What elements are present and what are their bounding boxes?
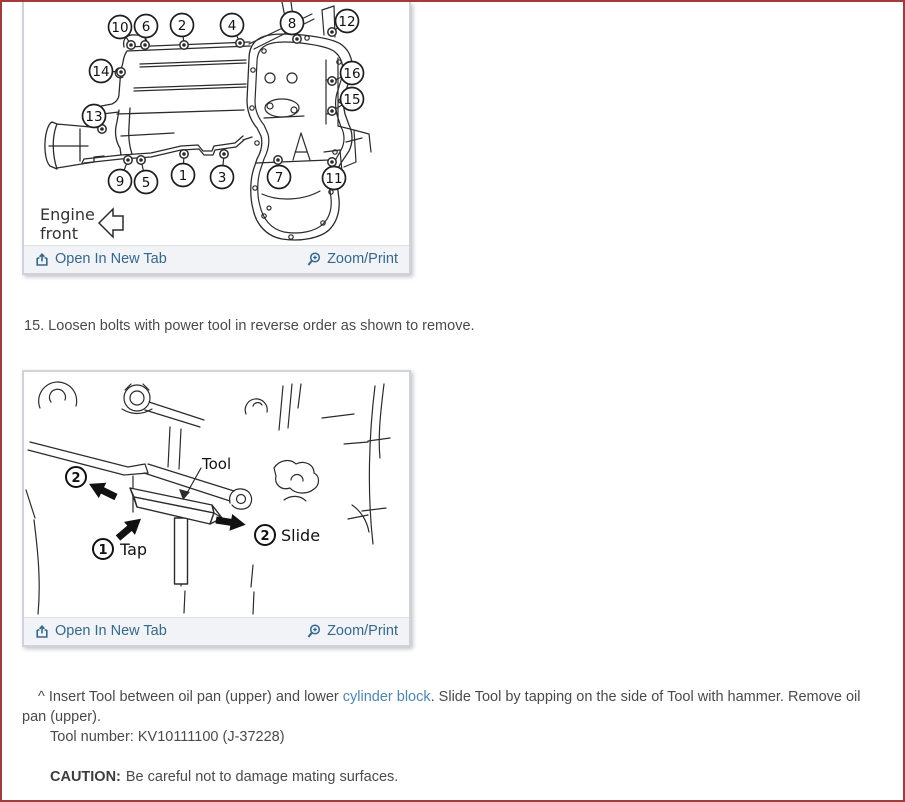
tool-insert-diagram [24, 372, 409, 617]
zoom-print-label: Zoom/Print [327, 251, 398, 268]
caution-label: CAUTION: [50, 769, 121, 785]
tool-label: Tool [202, 455, 232, 473]
open-in-new-tab-icon [35, 625, 49, 639]
open-in-new-tab-link[interactable] [35, 252, 167, 267]
caution-text: Be careful not to damage mating surfaces. [125, 769, 399, 785]
svg-text:8: 8 [287, 16, 297, 32]
engine-front-label-line2: front [40, 224, 79, 243]
figure-tool-method [22, 370, 411, 647]
magnifier-plus-icon [307, 624, 321, 639]
tap-label: Tap [120, 540, 148, 559]
svg-text:7: 7 [274, 170, 284, 186]
svg-text:9: 9 [115, 174, 125, 190]
note-suffix: . Slide Tool by tapping on the side of Tool with hammer. Remove oil pan (upper). [22, 689, 861, 725]
fig1-image [24, 2, 409, 245]
insert-tool-note [22, 687, 873, 727]
svg-text:12: 12 [338, 14, 356, 30]
engine-front-label-line1: Engine [40, 205, 95, 224]
svg-text:3: 3 [217, 170, 227, 186]
fig2-footer [24, 617, 409, 645]
note-prefix: ^ Insert Tool between oil pan (upper) and lower [38, 689, 343, 705]
svg-text:2: 2 [177, 18, 187, 34]
svg-text:15: 15 [343, 92, 361, 108]
svg-text:11: 11 [325, 171, 343, 187]
step-15-text: 15. Loosen bolts with power tool in reverse order as shown to remove. [24, 318, 475, 334]
zoom-print-link[interactable] [307, 624, 398, 639]
open-in-new-tab-icon [35, 253, 49, 267]
svg-text:2: 2 [260, 529, 270, 544]
svg-text:5: 5 [141, 175, 151, 191]
caution-note [50, 767, 873, 787]
svg-text:4: 4 [227, 18, 237, 34]
svg-text:16: 16 [343, 66, 361, 82]
zoom-print-label: Zoom/Print [327, 623, 398, 640]
slide-label: Slide [281, 526, 321, 545]
cylinder-block-link[interactable]: cylinder block [342, 689, 431, 705]
svg-text:10: 10 [111, 20, 129, 36]
oil-pan-bolt-diagram [24, 2, 409, 245]
open-in-new-tab-label: Open In New Tab [55, 251, 167, 268]
zoom-print-link[interactable] [307, 252, 398, 267]
svg-text:6: 6 [141, 19, 151, 35]
svg-text:2: 2 [71, 471, 81, 486]
page-content [2, 2, 903, 800]
engine-front-arrow-icon [99, 209, 123, 237]
magnifier-plus-icon [307, 252, 321, 267]
fig1-footer [24, 245, 409, 273]
svg-text:14: 14 [92, 64, 110, 80]
figure-bolt-order [22, 2, 411, 275]
notes-block [22, 687, 873, 787]
svg-text:1: 1 [178, 168, 188, 184]
fig2-image [24, 372, 409, 617]
svg-text:13: 13 [85, 109, 103, 125]
svg-text:1: 1 [98, 543, 108, 558]
open-in-new-tab-label: Open In New Tab [55, 623, 167, 640]
open-in-new-tab-link[interactable] [35, 624, 167, 639]
pry-direction-arrow [85, 476, 119, 504]
tool-number-text: Tool number: KV10111100 (J-37228) [50, 729, 285, 745]
